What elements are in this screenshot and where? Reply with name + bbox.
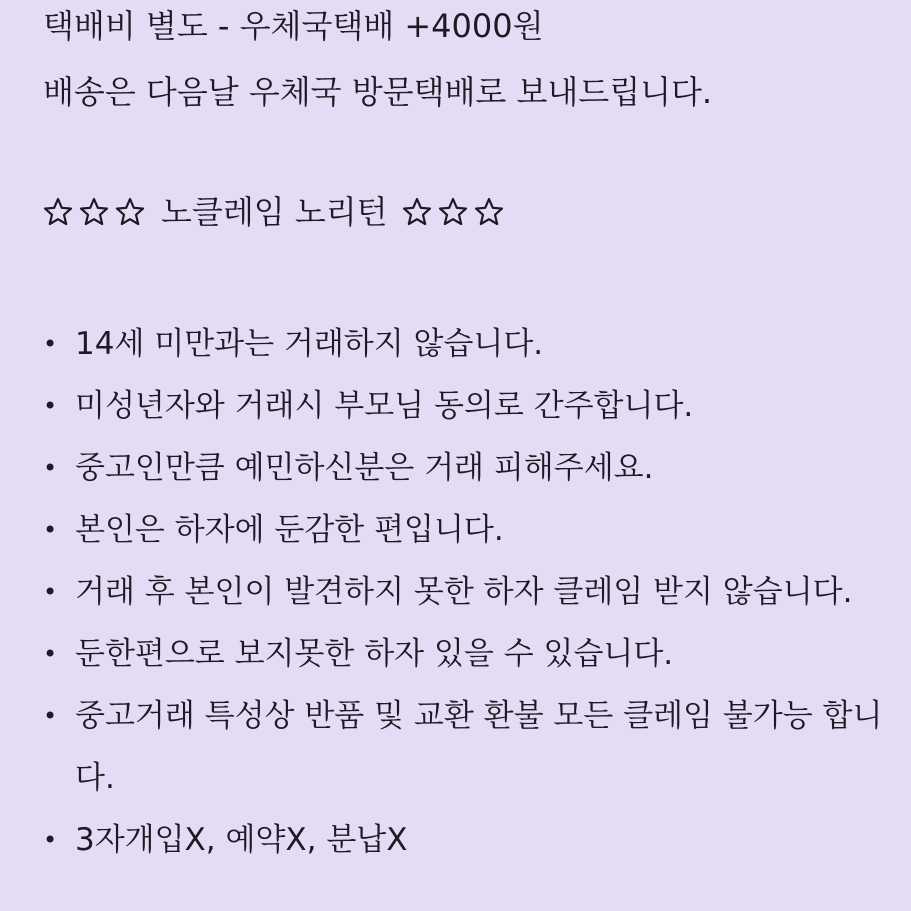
list-item [43, 499, 883, 561]
list-item [43, 437, 883, 499]
bullet: • [43, 640, 58, 668]
bullet: • [43, 702, 58, 730]
rule-text: 중고인만큼 예민하신분은 거래 피해주세요. [75, 450, 654, 486]
bullet: • [43, 578, 58, 606]
list-item [43, 685, 883, 809]
rule-text: 거래 후 본인이 발견하지 못한 하자 클레임 받지 않습니다. [75, 574, 853, 610]
rule-text: 중고거래 특성상 반품 및 교환 환불 모든 클레임 불가능 합니다. [75, 698, 883, 796]
policy-rules-list [43, 313, 883, 871]
list-item [43, 375, 883, 437]
bullet: • [43, 454, 58, 482]
policy-title: 노클레임 노리턴 [161, 193, 388, 231]
star-icon [43, 197, 73, 227]
bullet: • [43, 392, 58, 420]
star-icon [79, 197, 109, 227]
shipping-note-line: 배송은 다음날 우체국 방문택배로 보내드립니다. [43, 73, 713, 111]
bullet: • [43, 516, 58, 544]
rule-text: 3자개입X, 예약X, 분납X [75, 822, 408, 858]
list-item [43, 561, 883, 623]
shipping-fee-line: 택배비 별도 - 우체국택배 +4000원 [43, 7, 544, 45]
rule-text: 둔한편으로 보지못한 하자 있을 수 있습니다. [75, 636, 674, 672]
bullet: • [43, 826, 58, 854]
rule-text: 14세 미만과는 거래하지 않습니다. [75, 326, 544, 362]
star-icon [438, 197, 468, 227]
bullet: • [43, 330, 58, 358]
rule-text: 미성년자와 거래시 부모님 동의로 간주합니다. [75, 388, 694, 424]
policy-title-row [43, 190, 510, 234]
list-item [43, 313, 883, 375]
list-item [43, 809, 883, 871]
star-icon [474, 197, 504, 227]
star-icon [402, 197, 432, 227]
list-item [43, 623, 883, 685]
star-icon [115, 197, 145, 227]
rule-text: 본인은 하자에 둔감한 편입니다. [75, 512, 504, 548]
